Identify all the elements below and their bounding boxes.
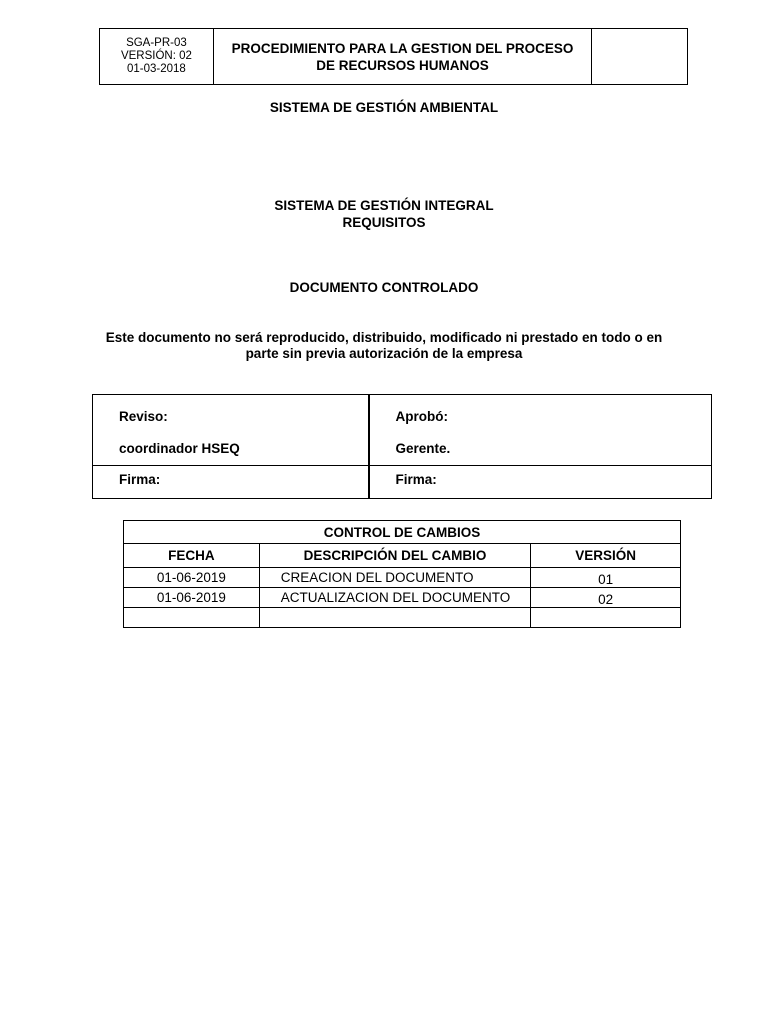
document-code-cell [100,29,214,85]
change-control-table [123,520,681,628]
requirements-title: REQUISITOS [342,215,426,230]
signature-left-label: Firma: [119,472,161,487]
controlled-label: DOCUMENTO CONTROLADO [289,280,479,295]
logo-cell [592,29,688,85]
table-row [124,568,681,588]
document-date: 01-03-2018 [127,63,186,75]
document-header [99,28,688,85]
approved-cell [369,395,712,466]
change-control-caption: CONTROL DE CAMBIOS [124,521,681,544]
document-title-line1: PROCEDIMIENTO PARA LA GESTION DEL PROCESO [231,40,574,56]
approver-name: Gerente. [395,441,451,456]
change-date: 01-06-2019 [124,568,260,588]
integral-title: SISTEMA DE GESTIÓN INTEGRAL [274,198,494,213]
signature-left-cell [93,466,369,499]
change-date: 01-06-2019 [124,588,260,608]
approved-label: Aprobó: [395,409,448,424]
reviewer-name: coordinador HSEQ [119,441,240,456]
system-title: SISTEMA DE GESTIÓN AMBIENTAL [269,100,499,115]
signature-right-label: Firma: [395,472,437,487]
reviewed-cell [93,395,369,466]
document-title-line2: DE RECURSOS HUMANOS [316,57,489,73]
change-version: 02 [531,588,681,608]
table-row-empty [124,608,681,628]
notice-line1: Este documento no será reproducido, distribuido, modificado ni prestado en todo o en [105,330,663,345]
signature-right-cell [369,466,712,499]
column-header-description: DESCRIPCIÓN DEL CAMBIO [259,544,531,568]
change-description: CREACION DEL DOCUMENTO [259,568,531,588]
change-version: 01 [531,568,681,588]
column-header-date: FECHA [124,544,260,568]
column-header-version: VERSIÓN [531,544,681,568]
notice-line2: parte sin previa autorización de la empresa [245,346,523,361]
change-description: ACTUALIZACION DEL DOCUMENTO [259,588,531,608]
table-row [124,588,681,608]
document-code: SGA-PR-03 [126,37,187,49]
document-version: VERSIÓN: 02 [120,50,192,62]
signature-table [92,394,712,499]
reviewed-label: Reviso: [119,409,168,424]
document-title-cell [213,29,591,85]
